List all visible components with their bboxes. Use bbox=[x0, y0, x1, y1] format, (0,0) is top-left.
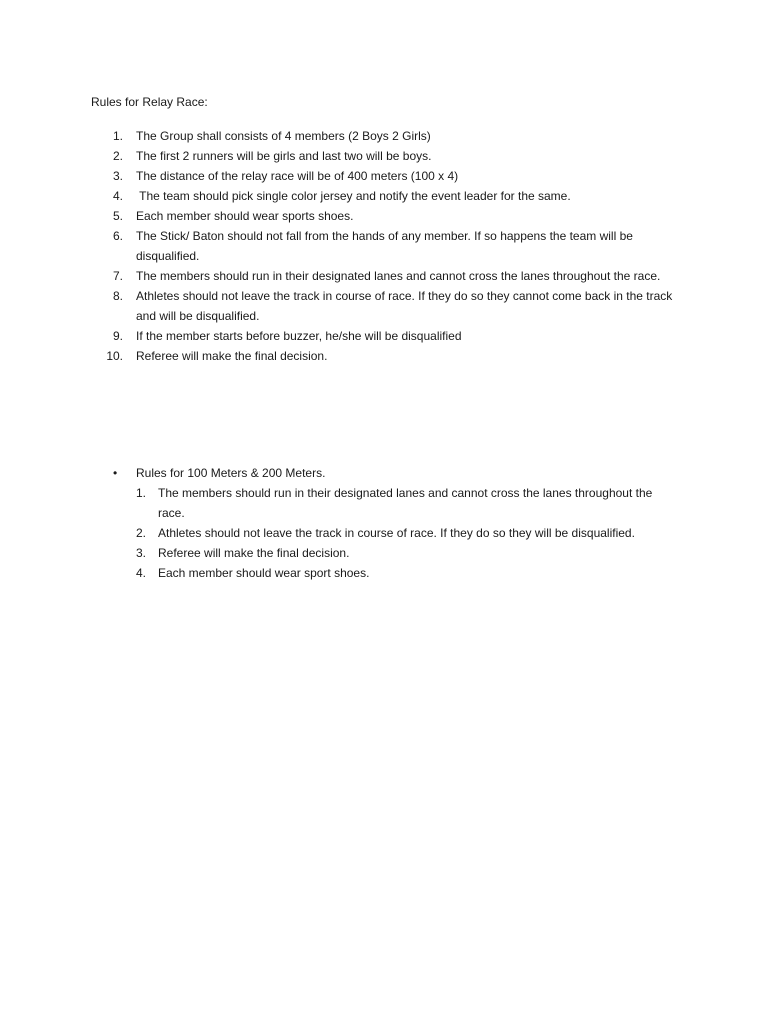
rule-number: 10. bbox=[106, 349, 123, 363]
sprint-rules-section bbox=[0, 463, 768, 583]
rule-text: The team should pick single color jersey and notify the event leader for the same. bbox=[136, 189, 571, 203]
rule-text: The distance of the relay race will be of 400 meters (100 x 4) bbox=[136, 169, 459, 183]
rule-text: The Group shall consists of 4 members (2 Boys 2 Girls) bbox=[136, 129, 431, 143]
sprint-rule-item bbox=[0, 563, 768, 583]
sprint-rule-item bbox=[0, 483, 768, 523]
rule-text: Each member should wear sports shoes. bbox=[136, 209, 354, 223]
rule-text: If the member starts before buzzer, he/she will be disqualified bbox=[136, 329, 462, 343]
rule-text: The members should run in their designated lanes and cannot cross the lanes throughout the race. bbox=[158, 486, 653, 520]
rule-text: The first 2 runners will be girls and last two will be boys. bbox=[136, 149, 432, 163]
rule-number: 3. bbox=[136, 546, 147, 560]
relay-rule-item bbox=[0, 226, 768, 266]
relay-rules-heading: Rules for Relay Race: bbox=[91, 95, 208, 109]
sprint-rules-heading: Rules for 100 Meters & 200 Meters. bbox=[136, 466, 326, 480]
rule-text: The members should run in their designated lanes and cannot cross the lanes throughout the race. bbox=[136, 269, 661, 283]
relay-rules-list bbox=[0, 126, 768, 366]
relay-rule-item bbox=[0, 326, 768, 346]
relay-rule-item bbox=[0, 166, 768, 186]
sprint-rules-bullet-item bbox=[0, 463, 768, 483]
rule-text: Each member should wear sport shoes. bbox=[158, 566, 370, 580]
relay-rule-item bbox=[0, 206, 768, 226]
rule-number: 1. bbox=[136, 486, 147, 500]
relay-rule-item bbox=[0, 126, 768, 146]
rule-number: 3. bbox=[112, 169, 123, 183]
rule-text: Athletes should not leave the track in course of race. If they do so they cannot come back in the track and will be disqualified. bbox=[136, 289, 673, 323]
bullet-icon: • bbox=[113, 466, 118, 480]
relay-rule-item bbox=[0, 346, 768, 366]
rule-number: 2. bbox=[136, 526, 147, 540]
rule-number: 7. bbox=[112, 269, 123, 283]
rule-number: 9. bbox=[112, 329, 123, 343]
sprint-rules-list bbox=[0, 483, 768, 583]
relay-rule-item bbox=[0, 186, 768, 206]
rule-number: 5. bbox=[112, 209, 123, 223]
rule-text: The Stick/ Baton should not fall from the hands of any member. If so happens the team will be disqualified. bbox=[136, 229, 633, 263]
rule-text: Athletes should not leave the track in course of race. If they do so they will be disqualified. bbox=[158, 526, 635, 540]
relay-rule-item bbox=[0, 146, 768, 166]
relay-rule-item bbox=[0, 286, 768, 326]
relay-rule-item bbox=[0, 266, 768, 286]
rule-number: 6. bbox=[112, 229, 123, 243]
rule-number: 4. bbox=[136, 566, 147, 580]
rule-number: 1. bbox=[112, 129, 123, 143]
rule-number: 2. bbox=[112, 149, 123, 163]
rule-text: Referee will make the final decision. bbox=[158, 546, 350, 560]
rule-number: 4. bbox=[112, 189, 123, 203]
sprint-rule-item bbox=[0, 543, 768, 563]
rule-text: Referee will make the final decision. bbox=[136, 349, 328, 363]
sprint-rule-item bbox=[0, 523, 768, 543]
rule-number: 8. bbox=[112, 289, 123, 303]
